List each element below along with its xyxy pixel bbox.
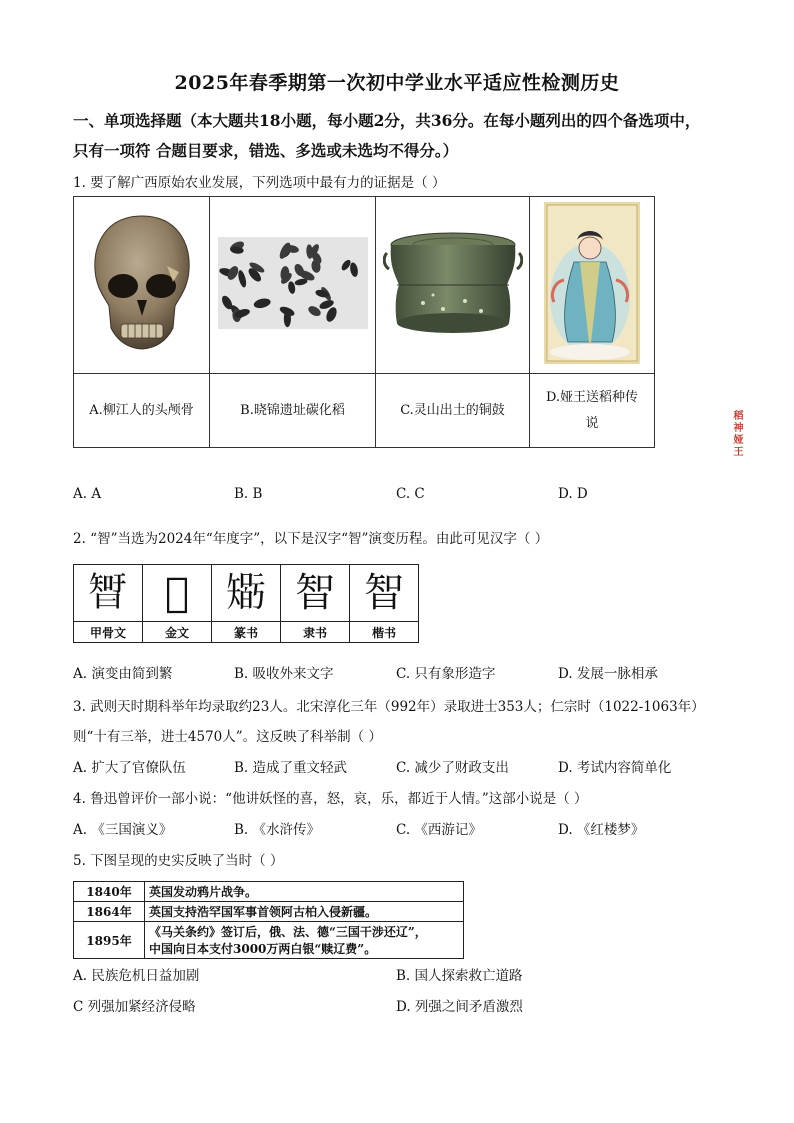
q1-option-c[interactable]: C. C [396, 486, 425, 502]
skull-image-cell [74, 197, 210, 374]
event-year: 1895年 [74, 922, 145, 959]
q4-option-c[interactable]: C. 《西游记》 [396, 822, 482, 838]
q2-option-c[interactable]: C. 只有象形造字 [396, 666, 496, 682]
q2-option-d[interactable]: D. 发展一脉相承 [558, 666, 658, 682]
glyph-seal: 𥏼 [212, 565, 281, 622]
zhi-evolution-table [73, 564, 419, 643]
question-5-stem: 5. 下图呈现的史实反映了当时（ ） [73, 853, 284, 869]
q5-option-d[interactable]: D. 列强之间矛盾激烈 [396, 999, 523, 1015]
glyph-clerical: 智 [281, 565, 350, 622]
carbonized-rice-image [218, 237, 368, 329]
script-name: 隶书 [281, 622, 350, 643]
section-heading [73, 106, 738, 166]
question-3-line1: 3. 武则天时期科举年均录取约23人。北宋淳化三年（992年）录取进士353人；仁宗时（1022-1063年） [73, 699, 705, 715]
caption-b: B.晓锦遗址碳化稻 [210, 374, 376, 448]
question-2-stem: 2. “智”当选为2024年“年度字”，以下是汉字“智”演变历程。由此可见汉字（ ） [73, 531, 549, 547]
q1-option-d[interactable]: D. D [558, 486, 588, 502]
bronze-drum-image-cell [376, 197, 530, 374]
event-text: 英国支持浩罕国军事首领阿古柏入侵新疆。 [145, 902, 464, 922]
event-year: 1864年 [74, 902, 145, 922]
q4-option-a[interactable]: A. 《三国演义》 [73, 822, 173, 838]
caption-a: A.柳江人的头颅骨 [74, 374, 210, 448]
question-1-stem: 1. 要了解广西原始农业发展，下列选项中最有力的证据是（ ） [73, 175, 446, 191]
caption-d [530, 374, 655, 448]
rice-grain [283, 310, 290, 327]
script-name: 篆书 [212, 622, 281, 643]
q1-option-b[interactable]: B. B [234, 486, 263, 502]
history-events-table [73, 881, 464, 959]
carbonized-rice-image-cell [210, 197, 376, 374]
poster-vertical-title [730, 411, 748, 459]
q3-option-b[interactable]: B. 造成了重文轻武 [234, 760, 348, 776]
caption-c: C.灵山出土的铜鼓 [376, 374, 530, 448]
q5-option-c[interactable]: C 列强加紧经济侵略 [73, 999, 196, 1015]
event-text: 英国发动鸦片战争。 [145, 882, 464, 902]
q3-option-c[interactable]: C. 减少了财政支出 [396, 760, 509, 776]
poster-char: 王 [733, 446, 744, 458]
skull-image [87, 208, 197, 358]
q2-option-b[interactable]: B. 吸收外来文字 [234, 666, 334, 682]
glyph-bronze: 𠵔 [143, 565, 212, 622]
event-text-line1: 《马关条约》签订后，俄、法、德“三国干涉还辽”， [149, 925, 427, 939]
section-heading-line1: 一、单项选择题（本大题共18小题，每小题2分，共36分。在每小题列出的四个备选项中， [73, 111, 701, 130]
question-4-stem: 4. 鲁迅曾评价一部小说：“他讲妖怪的喜，怒，哀，乐，都近于人情。”这部小说是（ ） [73, 791, 588, 807]
q5-option-b[interactable]: B. 国人探索救亡道路 [396, 968, 523, 984]
event-year: 1840年 [74, 882, 145, 902]
question-1-image-table [73, 196, 744, 458]
caption-d-line2: 说 [585, 415, 599, 431]
q1-option-a[interactable]: A. A [73, 486, 102, 502]
caption-d-line1: D.娅王送稻种传 [545, 389, 639, 405]
page-title: 2025年春季期第一次初中学业水平适应性检测历史 [174, 72, 620, 94]
q2-option-a[interactable]: A. 演变由简到繁 [73, 666, 173, 682]
bronze-drum-image [383, 223, 523, 343]
glyph-regular: 智 [350, 565, 419, 622]
event-text-multiline [145, 922, 464, 959]
event-text-line2: 中国向日本支付3000万两白银“赎辽费”。 [149, 942, 377, 956]
glyph-oracle-bone: 𣉻 [74, 565, 143, 622]
script-name: 金文 [143, 622, 212, 643]
poster-char: 稻 [733, 410, 744, 422]
q5-option-a[interactable]: A. 民族危机日益加剧 [73, 968, 200, 984]
q3-option-a[interactable]: A. 扩大了官僚队伍 [73, 760, 186, 776]
q3-option-d[interactable]: D. 考试内容简单化 [558, 760, 672, 776]
poster-char: 神 [733, 422, 744, 434]
rice-goddess-poster [544, 202, 640, 364]
question-3-line2: 则“十有三举，进士4570人”。这反映了科举制（ ） [73, 729, 382, 745]
q4-option-b[interactable]: B. 《水浒传》 [234, 822, 321, 838]
poster-char: 娅 [733, 434, 744, 446]
script-name: 甲骨文 [74, 622, 143, 643]
q4-option-d[interactable]: D. 《红楼梦》 [558, 822, 645, 838]
section-heading-line2: 只有一项符 合题目要求，错选、多选或未选均不得分。） [73, 141, 459, 160]
script-name: 楷书 [350, 622, 419, 643]
